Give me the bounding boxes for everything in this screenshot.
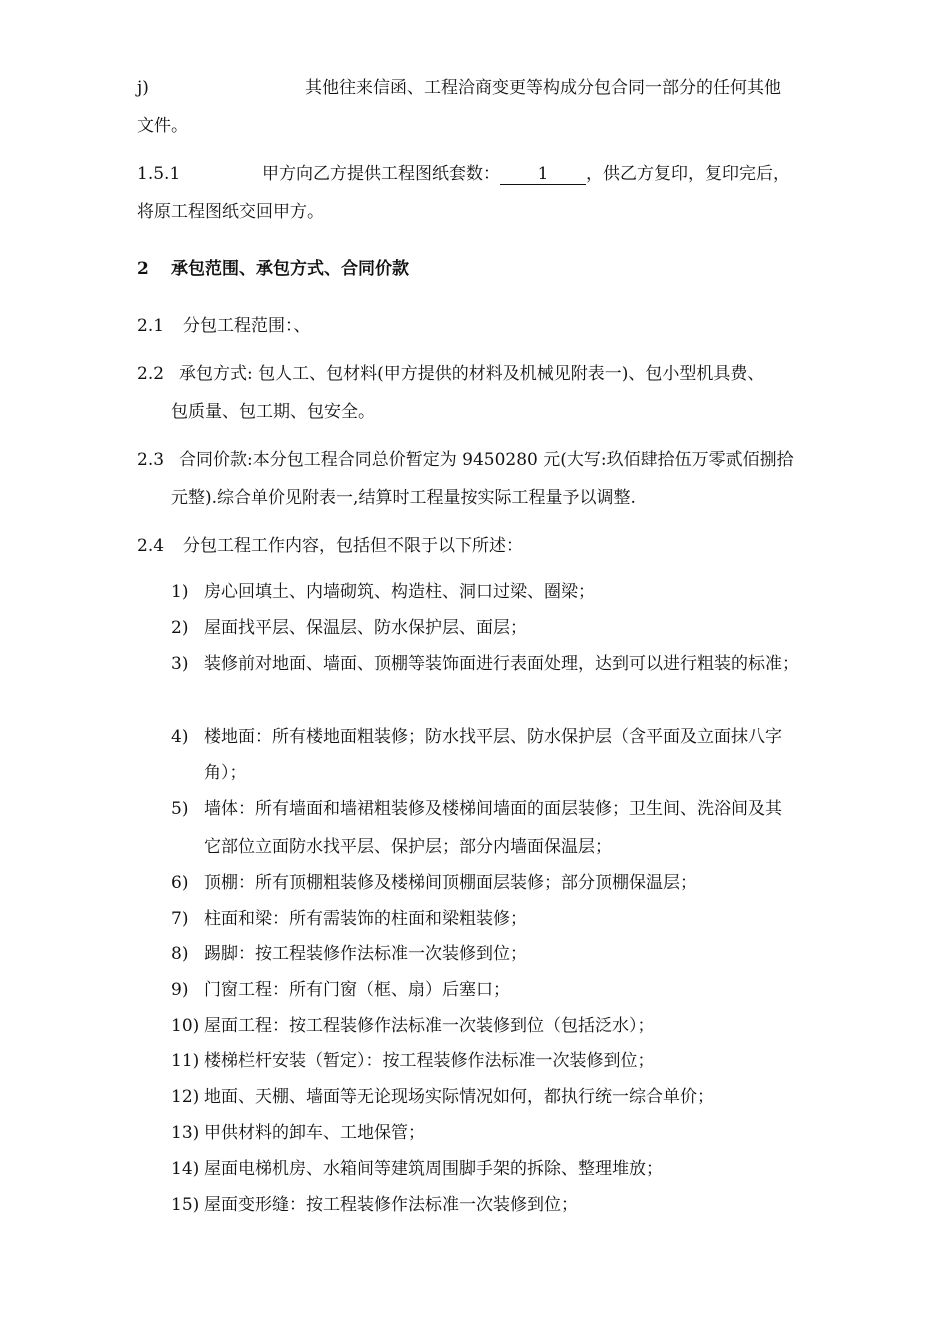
list-item-number: 6): [171, 873, 189, 893]
clause-number: 2.2: [137, 364, 165, 384]
clause-1-5-1-text: [262, 163, 790, 185]
list-item-number: 11): [171, 1051, 200, 1071]
list-item-number: 13): [171, 1123, 200, 1143]
clause-2-3-text-cont: 元整).综合单价见附表一,结算时工程量按实际工程量予以调整.: [171, 488, 636, 508]
list-item: 屋面找平层、保温层、防水保护层、面层；: [204, 618, 527, 638]
list-item-number: 15): [171, 1195, 200, 1215]
list-item: 地面、天棚、墙面等无论现场实际情况如何，都执行统一综合单价；: [204, 1087, 714, 1107]
list-item-number: 9): [171, 980, 189, 1000]
list-item-number: 12): [171, 1087, 200, 1107]
list-item: 楼梯栏杆安装（暂定）：按工程装修作法标准一次装修到位；: [204, 1051, 655, 1071]
list-item-number: 2): [171, 618, 189, 638]
clause-1-5-1-text-before: 甲方向乙方提供工程图纸套数：: [262, 164, 500, 184]
clause-number: 2.1: [137, 316, 165, 336]
clause-j-text-cont: 文件。: [137, 116, 188, 136]
clause-2-3-text: 合同价款:本分包工程合同总价暂定为 9450280 元(大写:玖佰肆拾伍万零贰佰捌拾: [179, 450, 794, 470]
list-item: 屋面变形缝：按工程装修作法标准一次装修到位；: [204, 1195, 578, 1215]
list-item-number: 5): [171, 799, 189, 819]
clause-number: 2.3: [137, 450, 165, 470]
clause-j-label: j): [137, 78, 149, 98]
list-item: 柱面和梁：所有需装饰的柱面和梁粗装修；: [204, 909, 527, 929]
clause-2-1-text: 分包工程范围：、: [183, 316, 311, 336]
clause-2-2-text: 承包方式: 包人工、包材料(甲方提供的材料及机械见附表一)、包小型机具费、: [179, 364, 765, 384]
list-item-cont: 它部位立面防水找平层、保护层；部分内墙面保温层；: [204, 837, 612, 857]
list-item: 屋面电梯机房、水箱间等建筑周围脚手架的拆除、整理堆放；: [204, 1159, 663, 1179]
clause-1-5-1-text-cont: 将原工程图纸交回甲方。: [137, 202, 324, 222]
clause-j-text: 其他往来信函、工程洽商变更等构成分包合同一部分的任何其他: [305, 78, 781, 98]
clause-number: 2.4: [137, 536, 165, 556]
list-item-number: 10): [171, 1016, 200, 1036]
drawing-set-count: 1: [500, 164, 586, 185]
list-item: 楼地面：所有楼地面粗装修；防水找平层、防水保护层（含平面及立面抹八字: [204, 727, 782, 747]
list-item-number: 4): [171, 727, 189, 747]
clause-2-2-text-cont: 包质量、包工期、包安全。: [171, 402, 375, 422]
list-item: 屋面工程：按工程装修作法标准一次装修到位（包括泛水）；: [204, 1016, 655, 1036]
list-item-number: 7): [171, 909, 189, 929]
list-item-number: 3): [171, 654, 189, 674]
list-item: 墙体：所有墙面和墙裙粗装修及楼梯间墙面的面层装修；卫生间、洗浴间及其: [204, 799, 782, 819]
list-item: 房心回填土、内墙砌筑、构造柱、洞口过梁、圈梁；: [204, 582, 595, 602]
list-item: 装修前对地面、墙面、顶棚等装饰面进行表面处理，达到可以进行粗装的标准；: [204, 654, 799, 674]
clause-2-4-text: 分包工程工作内容，包括但不限于以下所述：: [183, 536, 523, 556]
list-item: 顶棚：所有顶棚粗装修及楼梯间顶棚面层装修；部分顶棚保温层；: [204, 873, 697, 893]
clause-number: 1.5.1: [137, 164, 181, 184]
list-item-number: 14): [171, 1159, 200, 1179]
list-item-cont: 角）；: [204, 763, 247, 783]
list-item-number: 1): [171, 582, 189, 602]
list-item: 甲供材料的卸车、工地保管；: [204, 1123, 425, 1143]
section-number: 2: [137, 259, 149, 279]
section-title: 承包范围、承包方式、合同价款: [171, 259, 409, 279]
list-item: 门窗工程：所有门窗（框、扇）后塞口；: [204, 980, 510, 1000]
list-item-number: 8): [171, 944, 189, 964]
clause-1-5-1-text-after: ，供乙方复印，复印完后，: [586, 164, 790, 184]
list-item: 踢脚：按工程装修作法标准一次装修到位；: [204, 944, 527, 964]
